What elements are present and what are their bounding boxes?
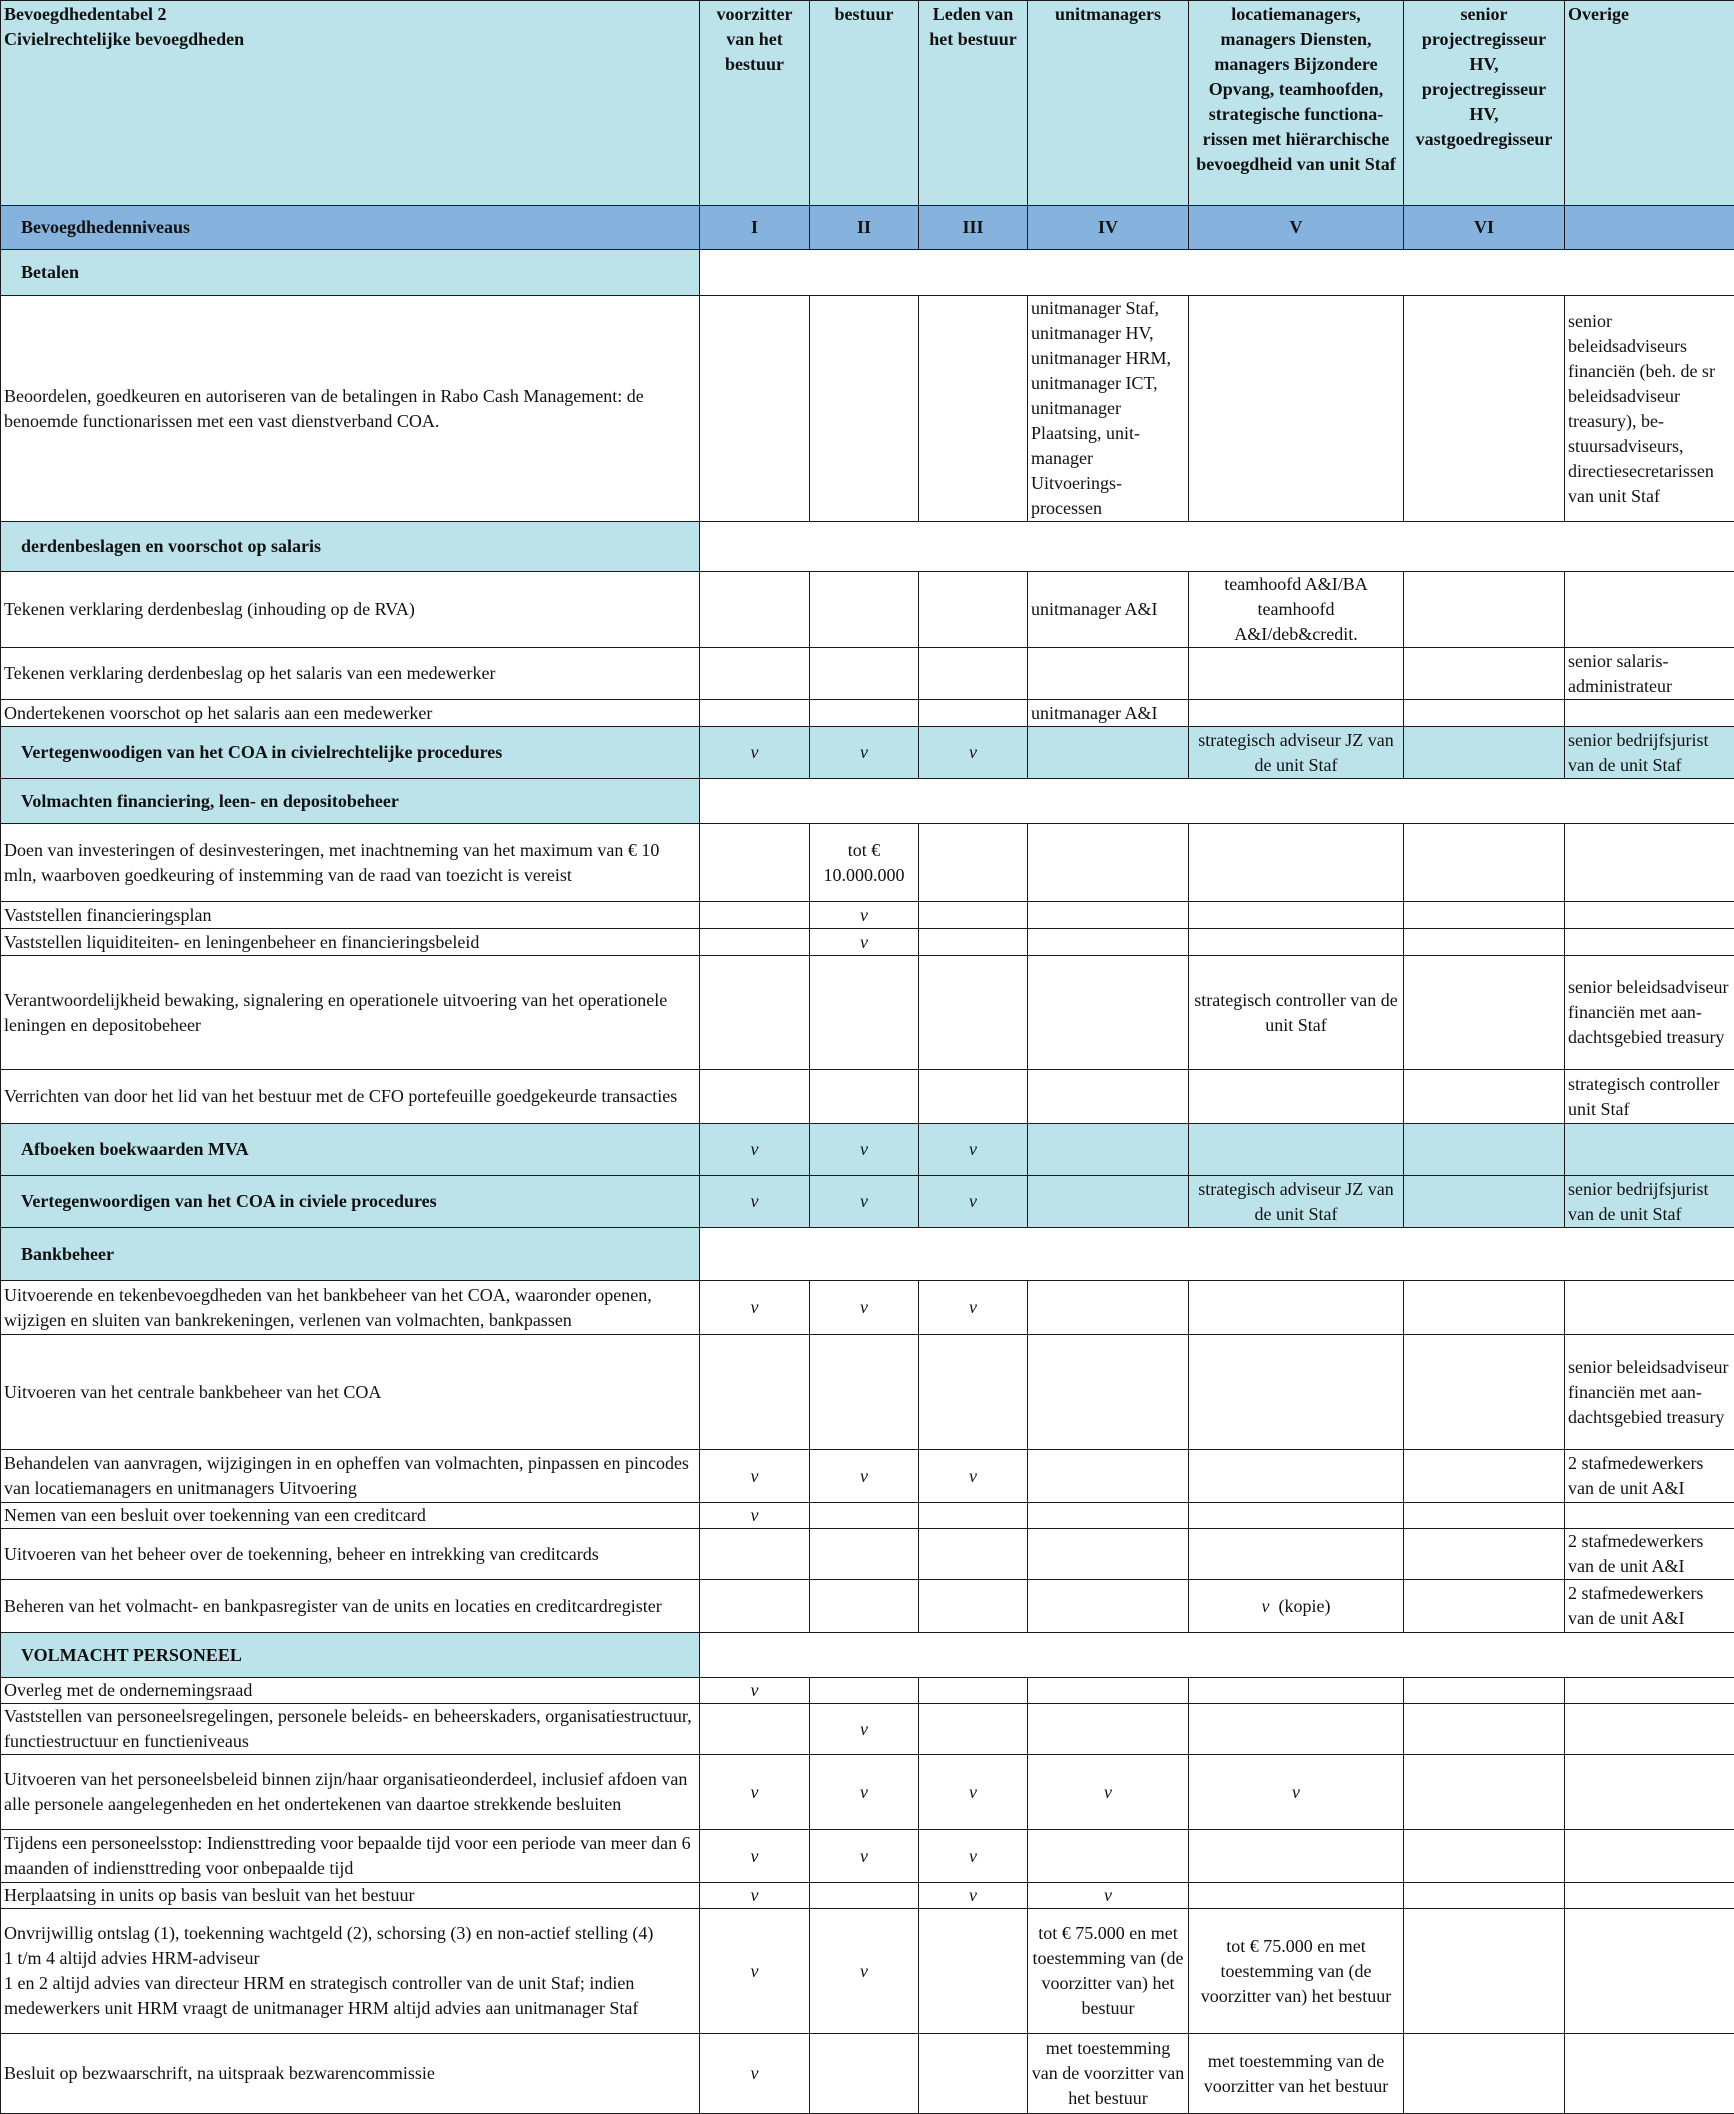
level-3: III xyxy=(919,206,1028,250)
checkmark: v xyxy=(700,1503,810,1529)
checkmark: v xyxy=(700,1124,810,1176)
table-row xyxy=(1,1281,1734,1335)
section-row xyxy=(1,250,1734,296)
cell-overige: strategisch controller unit Staf xyxy=(1565,1070,1734,1124)
levels-label: Bevoegdhedenniveaus xyxy=(1,206,700,250)
level-5: V xyxy=(1189,206,1404,250)
table-row xyxy=(1,1450,1734,1503)
checkmark: v xyxy=(810,929,919,956)
cell-locatiemanagers xyxy=(1189,1580,1404,1633)
levels-row xyxy=(1,206,1734,250)
section-row xyxy=(1,1228,1734,1281)
row-label: Tijdens een personeelsstop: Indiensttreding voor bepaalde tijd voor een periode van meer dan 6 maanden of indiensttreding voor onbepaalde tijd xyxy=(1,1830,700,1883)
section-bankbeheer: Bankbeheer xyxy=(1,1228,700,1281)
table-row xyxy=(1,956,1734,1070)
checkmark: v xyxy=(700,1678,810,1704)
checkmark: v xyxy=(700,1883,810,1909)
table-row xyxy=(1,1529,1734,1580)
row-label: Uitvoerende en tekenbevoegdheden van het bankbeheer van het COA, waaronder openen, wijzigen en sluiten van bankrekeningen, verlenen van volmachten, bankpassen xyxy=(1,1281,700,1335)
row-label: Uitvoeren van het personeelsbeleid binnen zijn/haar organisatieonderdeel, inclusief afdoen van alle personele aangelegenheden en het ondertekenen van daartoe strekkende besluiten xyxy=(1,1755,700,1830)
checkmark: v xyxy=(700,1755,810,1830)
col-header-projectregisseur: senior projectregisseur HV, projectregisseur HV, vastgoedregisseur xyxy=(1404,1,1565,206)
section-filler xyxy=(700,1633,1734,1678)
section-filler xyxy=(700,522,1734,572)
table-row xyxy=(1,1704,1734,1755)
table-row xyxy=(1,2034,1734,2114)
checkmark: v xyxy=(810,1755,919,1830)
cell-locatiemanagers: strategisch adviseur JZ van de unit Staf xyxy=(1189,1176,1404,1228)
section-betalen: Betalen xyxy=(1,250,700,296)
cell-overige: senior beleidsadviseurs financiën (beh. de sr beleidsadviseur treasury), be-stuursadviseurs, directiesecretarissen van unit Staf xyxy=(1565,296,1734,522)
section-filler xyxy=(700,779,1734,824)
level-1: I xyxy=(700,206,810,250)
row-label: Tekenen verklaring derdenbeslag op het salaris van een medewerker xyxy=(1,648,700,700)
checkmark: v xyxy=(700,1830,810,1883)
table-row xyxy=(1,824,1734,902)
cell-unitmanagers: unitmanager A&I xyxy=(1028,700,1189,727)
row-label xyxy=(1,1909,700,2034)
level-4: IV xyxy=(1028,206,1189,250)
table-row xyxy=(1,1070,1734,1124)
row-label: Verantwoordelijkheid bewaking, signalering en operationele uitvoering van het operationele leningen en depositobeheer xyxy=(1,956,700,1070)
row-label: Beoordelen, goedkeuren en autoriseren van de betalingen in Rabo Cash Management: de benoemde functionarissen met een vast dienstverband COA. xyxy=(1,296,700,522)
checkmark: v xyxy=(810,1909,919,2034)
row-label: Uitvoeren van het beheer over de toekenning, beheer en intrekking van creditcards xyxy=(1,1529,700,1580)
row-label-line1: Onvrijwillig ontslag (1), toekenning wachtgeld (2), schorsing (3) en non-actief stelling (4) xyxy=(4,1923,654,1943)
checkmark: v xyxy=(810,1281,919,1335)
checkmark: v xyxy=(700,727,810,779)
row-label: Verrichten van door het lid van het bestuur met de CFO portefeuille goedgekeurde transacties xyxy=(1,1070,700,1124)
section-personeel: VOLMACHT PERSONEEL xyxy=(1,1633,700,1678)
section-filler xyxy=(700,250,1734,296)
table-row-highlight xyxy=(1,727,1734,779)
col-header-locatiemanagers: locatiemanagers, managers Diensten, managers Bijzondere Opvang, teamhoofden, strategische functiona-rissen met hiërarchische bevoegdheid van unit Staf xyxy=(1189,1,1404,206)
row-label: Vaststellen van personeelsregelingen, personele beleids- en beheerskaders, organisatiestructuur, functiestructuur en functieniveaus xyxy=(1,1704,700,1755)
cell-locatiemanagers: teamhoofd A&I/BA teamhoofd A&I/deb&credit. xyxy=(1189,572,1404,648)
table-row xyxy=(1,700,1734,727)
row-label: Doen van investeringen of desinvesteringen, met inachtneming van het maximum van € 10 mln, waarboven goedkeuring of instemming van de raad van toezicht is vereist xyxy=(1,824,700,902)
table-row-highlight xyxy=(1,1124,1734,1176)
checkmark: v xyxy=(700,1176,810,1228)
row-label-line3: 1 en 2 altijd advies van directeur HRM en strategisch controller van de unit Staf; indien medewerkers unit HRM vraagt de unitmanager HRM altijd advies aan unitmanager Staf xyxy=(4,1973,639,2018)
cell-overige: 2 stafmedewerkers van de unit A&I xyxy=(1565,1529,1734,1580)
section-derden: derdenbeslagen en voorschot op salaris xyxy=(1,522,700,572)
row-label: Ondertekenen voorschot op het salaris aan een medewerker xyxy=(1,700,700,727)
checkmark: v xyxy=(1028,1883,1189,1909)
row-label: Behandelen van aanvragen, wijzigingen in en opheffen van volmachten, pinpassen en pincodes van locatiemanagers en unitmanagers Uitvoering xyxy=(1,1450,700,1503)
table-row-highlight xyxy=(1,1176,1734,1228)
row-label: Afboeken boekwaarden MVA xyxy=(1,1124,700,1176)
col-header-unitmanagers: unitmanagers xyxy=(1028,1,1189,206)
table-row xyxy=(1,1909,1734,2034)
section-filler xyxy=(700,1228,1734,1281)
cell-unitmanagers: tot € 75.000 en met toestemming van (de voorzitter van) het bestuur xyxy=(1028,1909,1189,2034)
row-label: Nemen van een besluit over toekenning van een creditcard xyxy=(1,1503,700,1529)
row-label: Uitvoeren van het centrale bankbeheer van het COA xyxy=(1,1335,700,1450)
cell-unitmanagers: met toestemming van de voorzitter van het bestuur xyxy=(1028,2034,1189,2114)
section-row xyxy=(1,1633,1734,1678)
cell-overige: 2 stafmedewerkers van de unit A&I xyxy=(1565,1580,1734,1633)
table-row xyxy=(1,1830,1734,1883)
table-row xyxy=(1,902,1734,929)
table-title xyxy=(1,1,700,206)
section-row xyxy=(1,779,1734,824)
checkmark: v xyxy=(810,1704,919,1755)
section-row xyxy=(1,522,1734,572)
checkmark: v xyxy=(700,1281,810,1335)
checkmark: v xyxy=(919,1830,1028,1883)
checkmark: v xyxy=(700,1909,810,2034)
cell-locatiemanagers: strategisch adviseur JZ van de unit Staf xyxy=(1189,727,1404,779)
checkmark: v xyxy=(810,727,919,779)
kopie-note: (kopie) xyxy=(1278,1595,1331,1616)
table-header-row xyxy=(1,1,1734,206)
checkmark: v xyxy=(919,1755,1028,1830)
level-6: VI xyxy=(1404,206,1565,250)
checkmark: v xyxy=(919,1450,1028,1503)
table-row xyxy=(1,648,1734,700)
checkmark: v xyxy=(919,1176,1028,1228)
checkmark: v xyxy=(919,727,1028,779)
col-header-overige: Overige xyxy=(1565,1,1734,206)
table-row xyxy=(1,1755,1734,1830)
table-row xyxy=(1,1678,1734,1704)
section-volmachten: Volmachten financiering, leen- en depositobeheer xyxy=(1,779,700,824)
table-row xyxy=(1,572,1734,648)
row-label: Besluit op bezwaarschrift, na uitspraak bezwarencommissie xyxy=(1,2034,700,2114)
cell-overige: senior beleidsadviseur financiën met aan-dachtsgebied treasury xyxy=(1565,956,1734,1070)
table-row xyxy=(1,929,1734,956)
level-2: II xyxy=(810,206,919,250)
checkmark: v xyxy=(1261,1595,1270,1616)
row-label: Overleg met de ondernemingsraad xyxy=(1,1678,700,1704)
checkmark: v xyxy=(700,1450,810,1503)
checkmark: v xyxy=(1028,1755,1189,1830)
cell-locatiemanagers: tot € 75.000 en met toestemming van (de voorzitter van) het bestuur xyxy=(1189,1909,1404,2034)
checkmark: v xyxy=(810,902,919,929)
checkmark: v xyxy=(810,1450,919,1503)
cell-bestuur: tot € 10.000.000 xyxy=(810,824,919,902)
title-line1: Bevoegdhedentabel 2 xyxy=(4,4,167,24)
checkmark: v xyxy=(810,1830,919,1883)
cell-unitmanagers: unitmanager Staf, unitmanager HV, unitmanager HRM, unitmanager ICT, unitmanager Plaatsing, unit-manager Uitvoerings-processen xyxy=(1028,296,1189,522)
cell-overige: senior salaris-administrateur xyxy=(1565,648,1734,700)
level-7 xyxy=(1565,206,1734,250)
col-header-bestuur: bestuur xyxy=(810,1,919,206)
row-label: Vertegenwoodigen van het COA in civielrechtelijke procedures xyxy=(1,727,700,779)
row-label: Beheren van het volmacht- en bankpasregister van de units en locaties en creditcardregister xyxy=(1,1580,700,1633)
cell-locatiemanagers: met toestemming van de voorzitter van het bestuur xyxy=(1189,2034,1404,2114)
title-line2: Civielrechtelijke bevoegdheden xyxy=(4,29,245,49)
cell-locatiemanagers: strategisch controller van de unit Staf xyxy=(1189,956,1404,1070)
table-row xyxy=(1,1580,1734,1633)
table-row xyxy=(1,1883,1734,1909)
row-label: Vertegenwoordigen van het COA in civiele procedures xyxy=(1,1176,700,1228)
row-label: Vaststellen financieringsplan xyxy=(1,902,700,929)
checkmark: v xyxy=(919,1281,1028,1335)
row-label-line2: 1 t/m 4 altijd advies HRM-adviseur xyxy=(4,1948,260,1968)
cell-overige: senior bedrijfsjurist van de unit Staf xyxy=(1565,1176,1734,1228)
checkmark: v xyxy=(700,2034,810,2114)
row-label: Tekenen verklaring derdenbeslag (inhouding op de RVA) xyxy=(1,572,700,648)
cell-overige: senior bedrijfsjurist van de unit Staf xyxy=(1565,727,1734,779)
cell-overige: senior beleidsadviseur financiën met aan-dachtsgebied treasury xyxy=(1565,1335,1734,1450)
checkmark: v xyxy=(810,1176,919,1228)
col-header-voorzitter: voorzitter van het bestuur xyxy=(700,1,810,206)
row-label: Herplaatsing in units op basis van besluit van het bestuur xyxy=(1,1883,700,1909)
table-row xyxy=(1,1503,1734,1529)
table-row xyxy=(1,1335,1734,1450)
checkmark: v xyxy=(1189,1755,1404,1830)
cell-overige: 2 stafmedewerkers van de unit A&I xyxy=(1565,1450,1734,1503)
col-header-leden: Leden van het bestuur xyxy=(919,1,1028,206)
table-row xyxy=(1,296,1734,522)
cell-unitmanagers: unitmanager A&I xyxy=(1028,572,1189,648)
checkmark: v xyxy=(810,1124,919,1176)
checkmark: v xyxy=(919,1124,1028,1176)
checkmark: v xyxy=(919,1883,1028,1909)
row-label: Vaststellen liquiditeiten- en leningenbeheer en financieringsbeleid xyxy=(1,929,700,956)
